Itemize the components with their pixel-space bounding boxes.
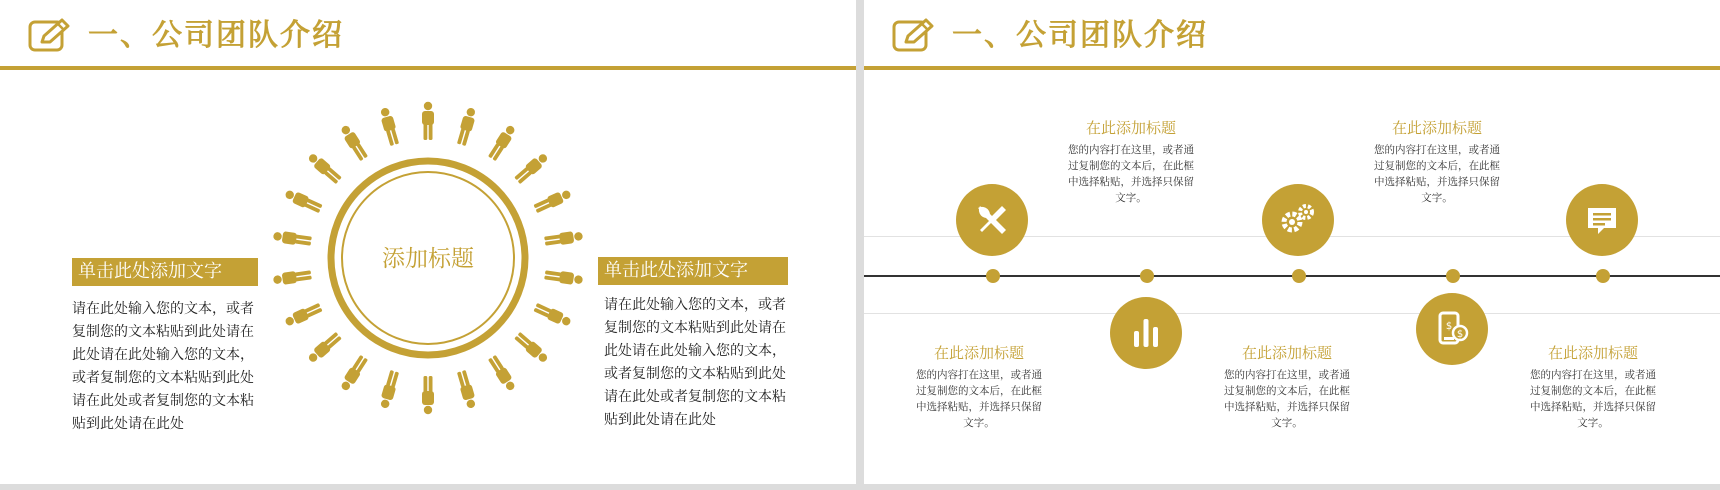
left-body-text (72, 298, 272, 436)
desc-line: 您的内容打在这里，或者通 (1224, 369, 1350, 381)
slide-team-intro-timeline (864, 0, 1720, 484)
person-icon (273, 269, 313, 286)
gears-icon (1262, 184, 1334, 256)
money-device-icon (1416, 293, 1488, 365)
timeline-item-title: 在此添加标题 (1085, 119, 1176, 137)
desc-line: 文字。 (1271, 417, 1303, 429)
person-icon (544, 269, 584, 286)
desc-line: 文字。 (963, 417, 995, 429)
desc-line: 您的内容打在这里，或者通 (1068, 144, 1194, 156)
text-line: 贴到此处请在此处 (72, 416, 184, 432)
timeline-item-title: 在此添加标题 (1391, 119, 1482, 137)
person-icon (513, 331, 550, 365)
text-line: 贴到此处请在此处 (604, 412, 716, 428)
desc-line: 中选择粘贴，并选择只保留 (1224, 401, 1350, 413)
chat-bubble-icon (1566, 184, 1638, 256)
person-icon (487, 354, 518, 393)
timeline-item-4 (1362, 118, 1512, 206)
person-icon (455, 106, 477, 146)
person-icon (487, 123, 518, 162)
timeline-dot (1292, 269, 1306, 283)
timeline-item-desc (904, 367, 1054, 431)
desc-line: 过复制您的文本后，在此框 (1530, 385, 1656, 397)
timeline-item-3 (1212, 343, 1362, 431)
text-line: 请在此处输入您的文本，或者 (604, 297, 786, 313)
timeline-dot (986, 269, 1000, 283)
text-line: 或者复制您的文本粘贴到此处 (72, 370, 254, 386)
timeline-item-5 (1518, 343, 1668, 431)
person-icon (283, 302, 323, 329)
desc-line: 过复制您的文本后，在此框 (1068, 160, 1194, 172)
text-line: 请在此处输入您的文本，或者 (72, 301, 254, 317)
person-icon (273, 230, 313, 247)
person-icon (283, 188, 323, 215)
person-icon (339, 123, 370, 162)
person-icon (306, 151, 343, 185)
wrench-screwdriver-icon (956, 184, 1028, 256)
desc-line: 您的内容打在这里，或者通 (916, 369, 1042, 381)
bar-chart-icon (1110, 297, 1182, 369)
right-body-text (604, 294, 804, 432)
person-icon (544, 230, 584, 247)
timeline-item-desc (1518, 367, 1668, 431)
desc-line: 文字。 (1421, 192, 1453, 204)
desc-line: 中选择粘贴，并选择只保留 (1530, 401, 1656, 413)
slide-header (864, 0, 1720, 72)
slide-team-intro-circle (0, 0, 856, 484)
text-line: 请在此处或者复制您的文本粘 (604, 389, 786, 405)
text-line: 此处请在此处输入您的文本， (72, 347, 254, 363)
svg-text:$: $ (1445, 321, 1453, 332)
text-line: 复制您的文本粘贴到此处请在 (604, 320, 786, 336)
person-icon (378, 370, 400, 410)
text-line: 复制您的文本粘贴到此处请在 (72, 324, 254, 340)
desc-line: 过复制您的文本后，在此框 (1374, 160, 1500, 172)
desc-line: 文字。 (1577, 417, 1609, 429)
person-icon (306, 331, 343, 365)
person-icon (513, 151, 550, 185)
page-title: 一、公司团队介绍 (952, 18, 1208, 53)
center-title: 添加标题 (382, 246, 474, 272)
timeline-item-title: 在此添加标题 (1547, 344, 1638, 362)
desc-line: 您的内容打在这里，或者通 (1530, 369, 1656, 381)
timeline-item-2 (1056, 118, 1206, 206)
timeline-item-desc (1362, 142, 1512, 206)
person-icon (533, 302, 573, 329)
timeline-item-1 (904, 343, 1054, 431)
timeline-item-desc (1056, 142, 1206, 206)
timeline-item-desc (1212, 367, 1362, 431)
person-icon (339, 354, 370, 393)
left-subtitle-box: 单击此处添加文字 (72, 258, 258, 286)
right-subtitle-box: 单击此处添加文字 (598, 257, 788, 285)
desc-line: 过复制您的文本后，在此框 (916, 385, 1042, 397)
pencil-note-icon (892, 18, 936, 58)
person-icon (422, 376, 434, 414)
text-line: 请在此处或者复制您的文本粘 (72, 393, 254, 409)
person-icon (533, 188, 573, 215)
header-divider (864, 66, 1720, 70)
timeline-dot (1446, 269, 1460, 283)
timeline-dot (1140, 269, 1154, 283)
desc-line: 中选择粘贴，并选择只保留 (1374, 176, 1500, 188)
desc-line: 中选择粘贴，并选择只保留 (1068, 176, 1194, 188)
page-title: 一、公司团队介绍 (88, 18, 344, 53)
person-icon (422, 102, 434, 140)
person-icon (378, 106, 400, 146)
timeline-item-title: 在此添加标题 (1241, 344, 1332, 362)
timeline-item-title: 在此添加标题 (933, 344, 1024, 362)
timeline-dot (1596, 269, 1610, 283)
desc-line: 您的内容打在这里，或者通 (1374, 144, 1500, 156)
desc-line: 中选择粘贴，并选择只保留 (916, 401, 1042, 413)
desc-line: 文字。 (1115, 192, 1147, 204)
text-line: 此处请在此处输入您的文本， (604, 343, 786, 359)
person-icon (455, 370, 477, 410)
desc-line: 过复制您的文本后，在此框 (1224, 385, 1350, 397)
text-line: 或者复制您的文本粘贴到此处 (604, 366, 786, 382)
timeline-guide-bottom (864, 313, 1720, 314)
svg-text:$: $ (1456, 329, 1464, 340)
